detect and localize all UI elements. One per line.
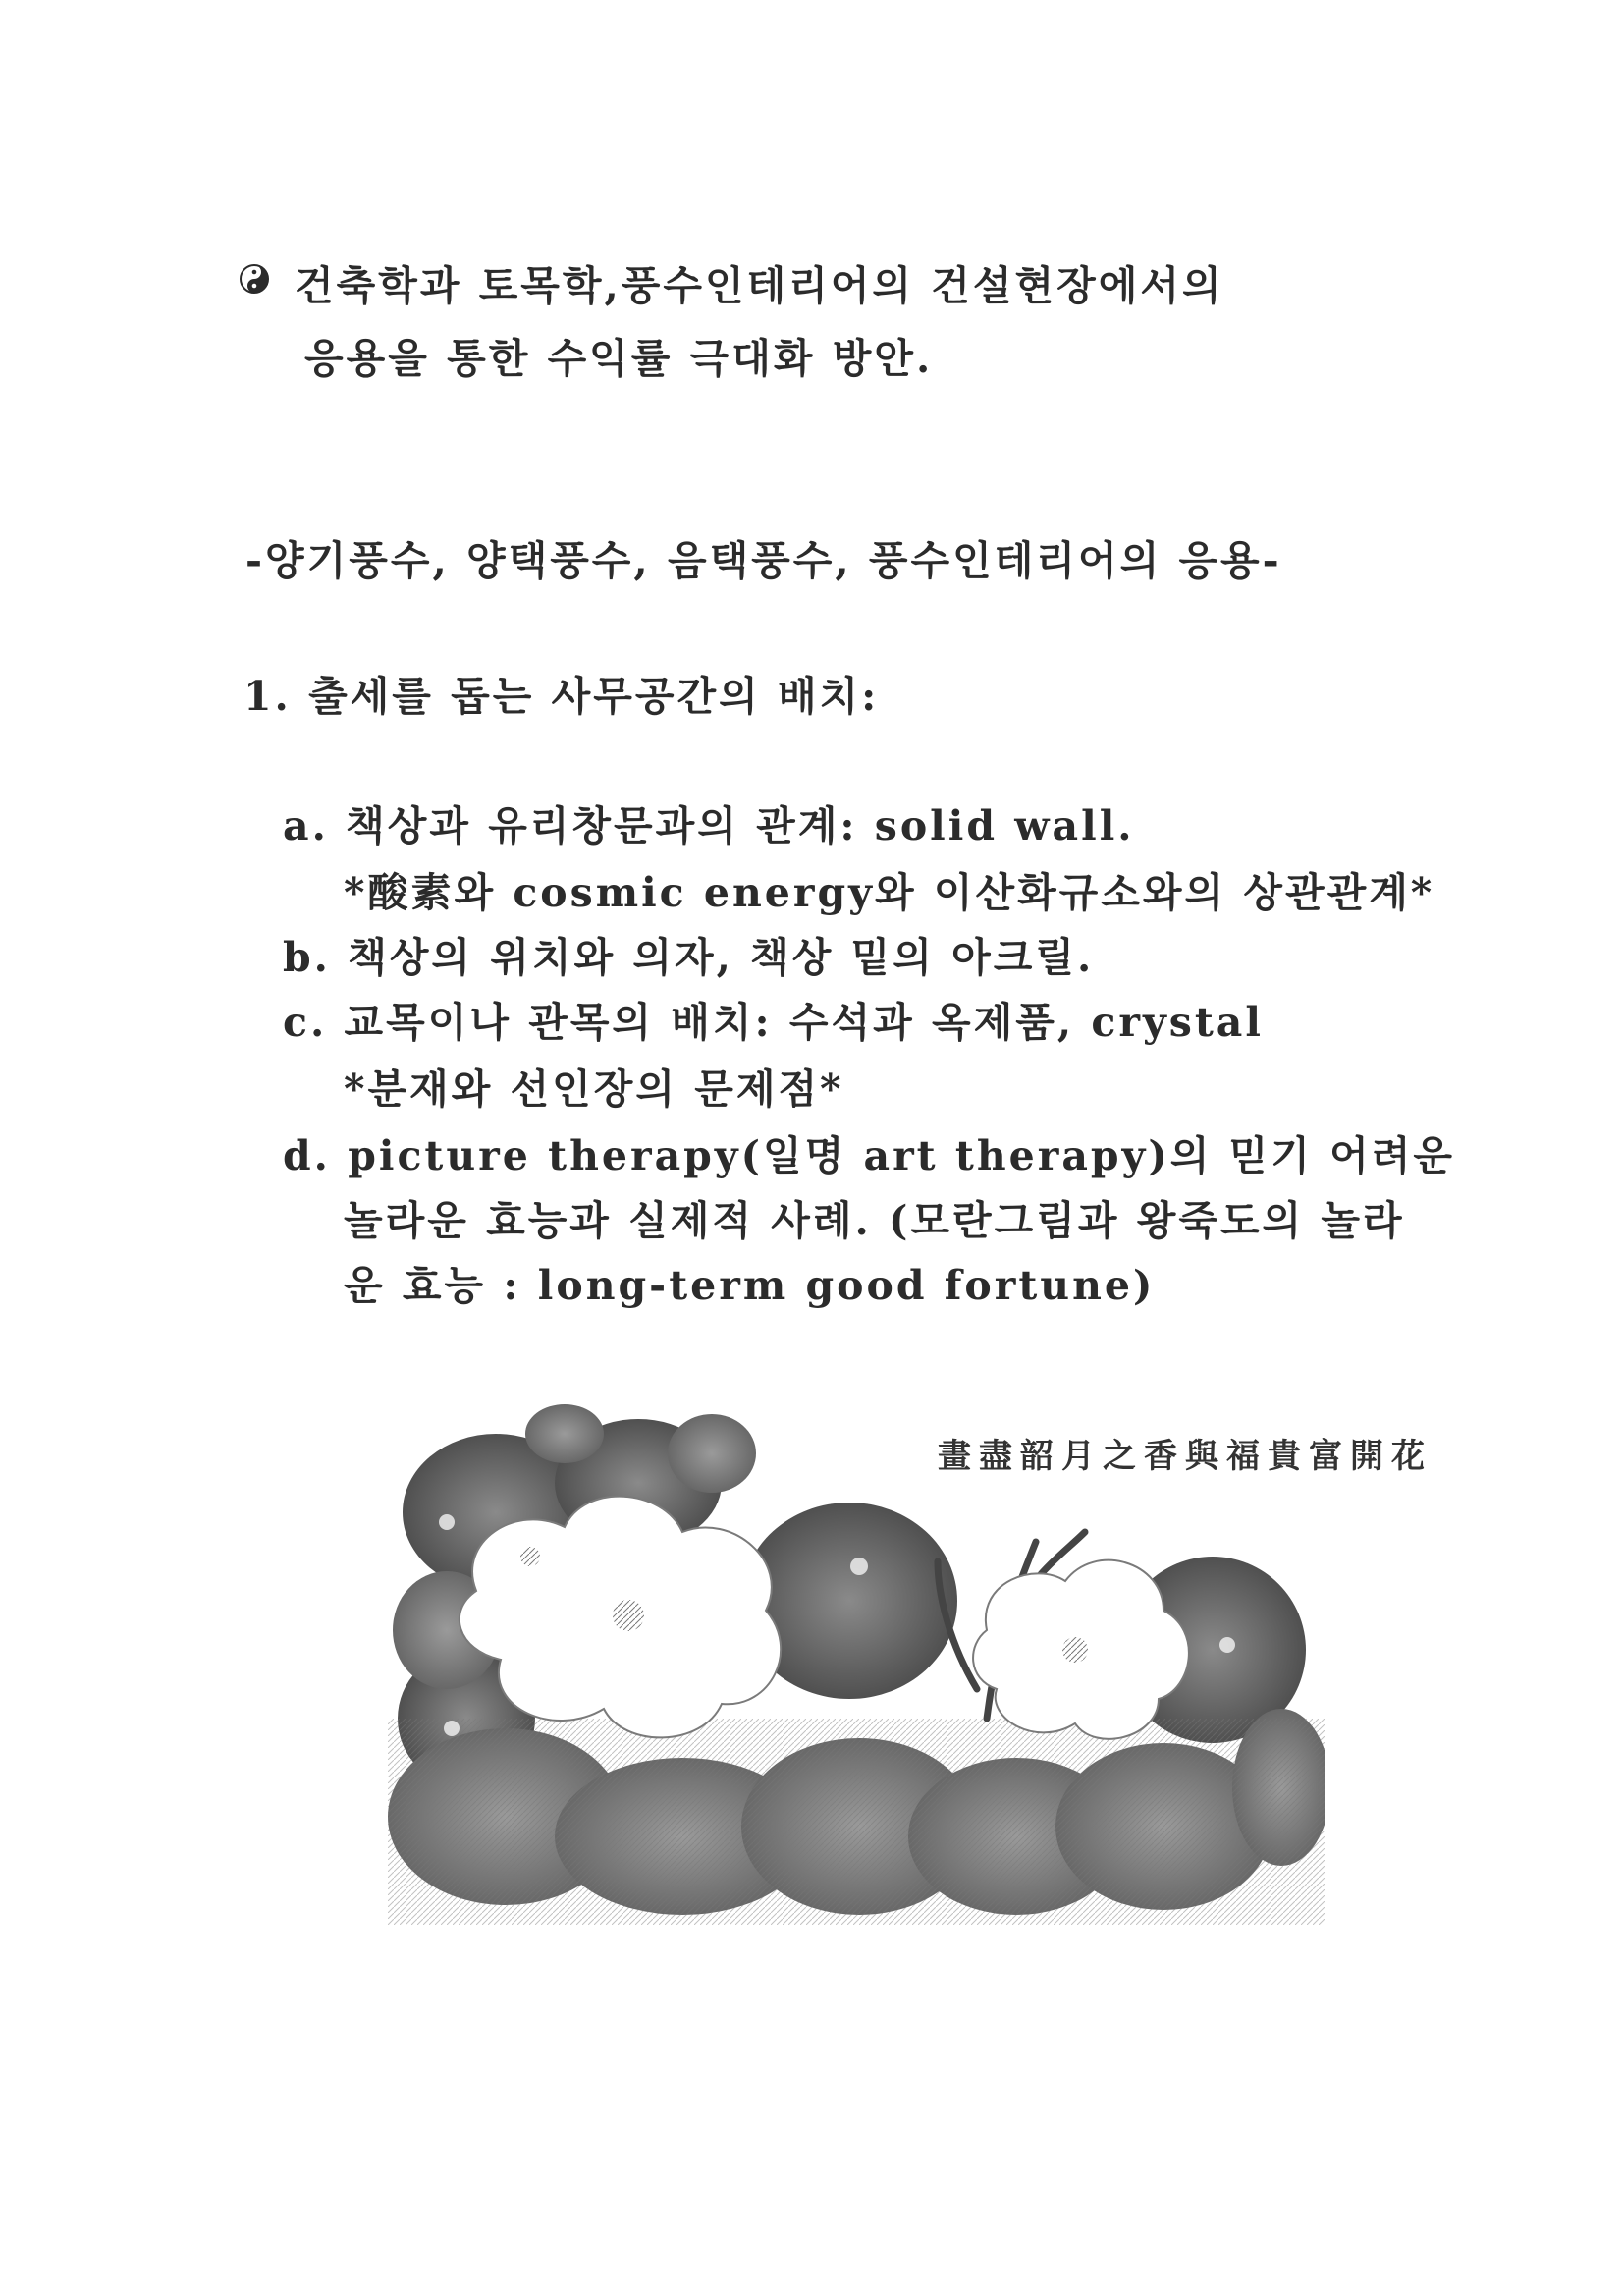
painting-white-peony-right xyxy=(973,1560,1189,1739)
peony-painting xyxy=(388,1394,1325,1925)
painting-inscription: 畫盡韶月之香與福貴富開花 xyxy=(938,1437,1433,1476)
list-item-d: d. picture therapy(일명 art therapy)의 믿기 어려운 xyxy=(283,1132,1455,1179)
list-item-d-line-3: 운 효능 : long-term good fortune) xyxy=(344,1262,1156,1309)
list-item-b: b. 책상의 위치와 의자, 책상 밑의 아크릴. xyxy=(283,934,1095,981)
list-item-d-line-2: 놀라운 효능과 실제적 사례. (모란그림과 왕죽도의 놀라 xyxy=(344,1197,1405,1244)
yin-yang-icon xyxy=(239,263,270,295)
list-item-c-note: *분재와 선인장의 문제점* xyxy=(344,1066,844,1113)
list-item-a: a. 책상과 유리창문과의 관계: solid wall. xyxy=(283,802,1135,849)
document-title-line-1: 건축학과 토목학,풍수인테리어의 건설현장에서의 xyxy=(295,262,1224,309)
document-subtitle: -양기풍수, 양택풍수, 음택풍수, 풍수인테리어의 응용- xyxy=(245,537,1282,584)
list-item-c: c. 교목이나 관목의 배치: 수석과 옥제품, crystal xyxy=(283,999,1264,1046)
document-title-line-2: 응용을 통한 수익률 극대화 방안. xyxy=(304,335,934,382)
list-item-a-note: *酸素와 cosmic energy와 이산화규소와의 상관관계* xyxy=(344,869,1435,916)
section-heading: 1. 출세를 돕는 사무공간의 배치: xyxy=(243,673,880,720)
